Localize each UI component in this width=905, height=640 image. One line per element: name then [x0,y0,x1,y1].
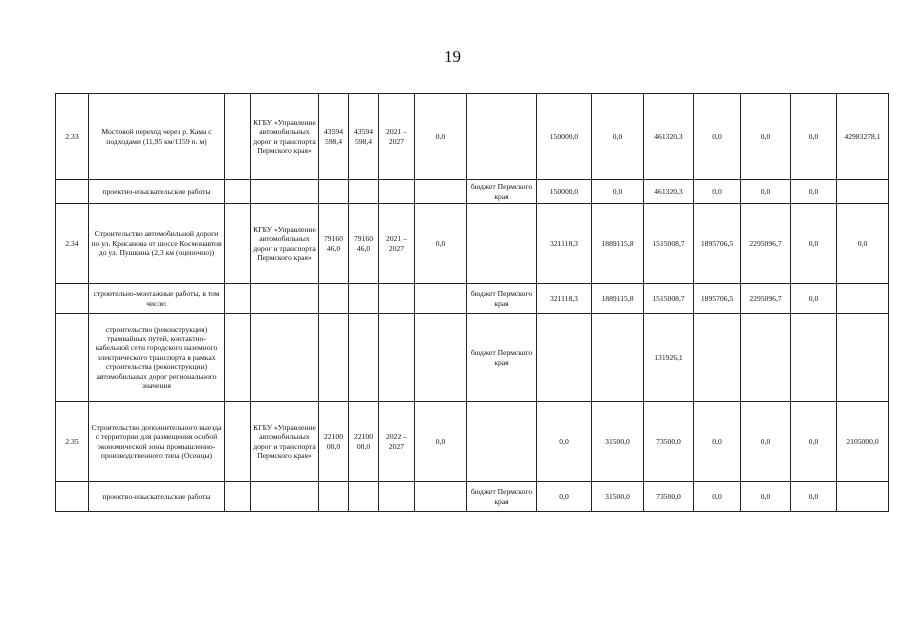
period-cell: 2022 – 2027 [379,402,415,482]
period-cell: 2021 – 2027 [379,204,415,284]
row-number [56,314,89,402]
value-cell-3: 1515008,7 [644,284,694,314]
value-cell-1: 150000,0 [537,94,592,180]
spacer-cell [225,314,251,402]
row-number [56,482,89,512]
row-name: Мостовой переход через р. Кама с подходами (11,95 км/1159 п. м) [89,94,225,180]
cost-remaining-cell: 22100 00,0 [349,402,379,482]
spacer-cell [225,482,251,512]
row-name: Строительство дополнительного выезда с территории для размещения особой экономической зоны промышленно-производственного типа (Осенцы) [89,402,225,482]
value-cell-4 [694,314,741,402]
cost-remaining-cell: 79160 46,0 [349,204,379,284]
total-cell: 0,0 [837,204,889,284]
row-number [56,180,89,204]
row-number [56,284,89,314]
executor-cell: КГБУ «Управление автомобильных дорог и транспорта Пермского края» [251,402,319,482]
table-row [56,204,889,284]
value-cell-5 [741,314,791,402]
value-cell-3: 73500,0 [644,402,694,482]
value-cell-6: 0,0 [791,180,837,204]
row-name: проектно-изыскательские работы [89,180,225,204]
funding-source-cell: бюджет Пермского края [467,180,537,204]
total-cell: 42983278,1 [837,94,889,180]
spacer-cell [225,204,251,284]
cost-remaining-cell [349,180,379,204]
prior-funding-cell: 0,0 [415,204,467,284]
value-cell-5: 0,0 [741,402,791,482]
value-cell-2: 31500,0 [592,402,644,482]
value-cell-5: 2295096,7 [741,204,791,284]
value-cell-4: 0,0 [694,402,741,482]
prior-funding-cell [415,314,467,402]
funding-source-cell: бюджет Пермского края [467,314,537,402]
value-cell-6: 0,0 [791,482,837,512]
prior-funding-cell [415,284,467,314]
table-row [56,284,889,314]
row-name: проектно-изыскательские работы [89,482,225,512]
spacer-cell [225,284,251,314]
value-cell-4: 1895706,5 [694,284,741,314]
value-cell-4: 0,0 [694,94,741,180]
prior-funding-cell [415,482,467,512]
row-number: 2.34 [56,204,89,284]
program-table [55,93,889,512]
funding-source-cell: бюджет Пермского края [467,482,537,512]
table-row [56,314,889,402]
executor-cell [251,482,319,512]
cost-cell [319,284,349,314]
value-cell-6: 0,0 [791,402,837,482]
table-row [56,482,889,512]
total-cell: 2105000,0 [837,402,889,482]
period-cell [379,482,415,512]
total-cell [837,180,889,204]
executor-cell: КГБУ «Управление автомобильных дорог и транспорта Пермского края» [251,94,319,180]
value-cell-2: 0,0 [592,180,644,204]
value-cell-3: 461320,3 [644,94,694,180]
value-cell-6: 0,0 [791,284,837,314]
spacer-cell [225,402,251,482]
period-cell [379,314,415,402]
cost-remaining-cell: 43594 598,4 [349,94,379,180]
value-cell-1 [537,314,592,402]
spacer-cell [225,94,251,180]
prior-funding-cell: 0,0 [415,94,467,180]
row-number: 2.35 [56,402,89,482]
total-cell [837,482,889,512]
value-cell-3: 461320,3 [644,180,694,204]
page-number: 19 [444,47,461,66]
value-cell-6: 0,0 [791,94,837,180]
value-cell-1: 321118,3 [537,284,592,314]
value-cell-2 [592,314,644,402]
value-cell-6: 0,0 [791,204,837,284]
cost-remaining-cell [349,314,379,402]
executor-cell [251,180,319,204]
value-cell-2: 0,0 [592,94,644,180]
executor-cell [251,314,319,402]
funding-source-cell [467,402,537,482]
value-cell-5: 0,0 [741,482,791,512]
period-cell [379,180,415,204]
value-cell-4: 0,0 [694,180,741,204]
total-cell [837,284,889,314]
cost-cell: 79160 46,0 [319,204,349,284]
value-cell-2: 1889115,8 [592,284,644,314]
value-cell-5: 0,0 [741,180,791,204]
value-cell-6 [791,314,837,402]
row-number: 2.33 [56,94,89,180]
value-cell-5: 2295096,7 [741,284,791,314]
executor-cell [251,284,319,314]
table-row [56,180,889,204]
row-name: строительство (реконструкция) трамвайных путей, контактно-кабельной сети городского наземного электрического транспорта в рамках строительства (реконструкции) автомобильных дорог регионального значения [89,314,225,402]
spacer-cell [225,180,251,204]
cost-cell [319,314,349,402]
row-name: Строительство автомобильной дороги по ул. Крисанова от шоссе Космонавтов до ул. Пушкина (2,3 км (оценочно)) [89,204,225,284]
value-cell-2: 31500,0 [592,482,644,512]
cost-cell: 43594 598,4 [319,94,349,180]
value-cell-1: 321118,3 [537,204,592,284]
value-cell-4: 1895706,5 [694,204,741,284]
cost-cell [319,482,349,512]
value-cell-1: 0,0 [537,482,592,512]
value-cell-1: 0,0 [537,402,592,482]
value-cell-3: 1515008,7 [644,204,694,284]
value-cell-2: 1889115,8 [592,204,644,284]
cost-cell: 22100 00,0 [319,402,349,482]
cost-remaining-cell [349,284,379,314]
funding-source-cell: бюджет Пермского края [467,284,537,314]
table-row [56,94,889,180]
table-row [56,402,889,482]
period-cell: 2021 – 2027 [379,94,415,180]
total-cell [837,314,889,402]
executor-cell: КГБУ «Управление автомобильных дорог и транспорта Пермского края» [251,204,319,284]
prior-funding-cell [415,180,467,204]
value-cell-3: 131926,1 [644,314,694,402]
value-cell-5: 0,0 [741,94,791,180]
funding-source-cell [467,94,537,180]
cost-cell [319,180,349,204]
value-cell-3: 73500,0 [644,482,694,512]
value-cell-1: 150000,0 [537,180,592,204]
cost-remaining-cell [349,482,379,512]
prior-funding-cell: 0,0 [415,402,467,482]
period-cell [379,284,415,314]
value-cell-4: 0,0 [694,482,741,512]
funding-source-cell [467,204,537,284]
row-name: строительно-монтажные работы, в том числе: [89,284,225,314]
